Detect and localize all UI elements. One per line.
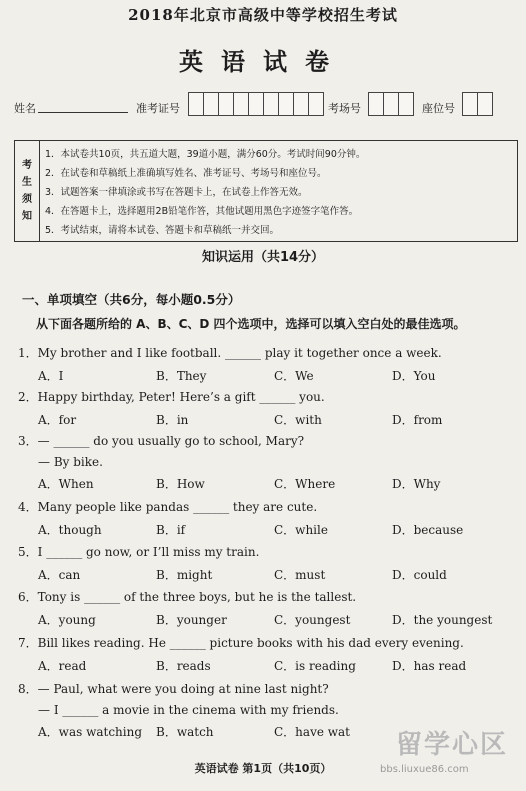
notice-items: [45, 145, 511, 240]
option-d: D．has read: [392, 659, 467, 673]
question-3: [18, 432, 518, 492]
question-7: [18, 634, 518, 674]
name-label: 姓名: [14, 102, 36, 115]
question-2: [18, 388, 518, 428]
exam-title: 2018年北京市高级中等学校招生考试: [128, 6, 398, 24]
question-stem: 1．My brother and I like football. ______ play it together once a week.: [18, 346, 442, 360]
option-d: D．You: [392, 369, 436, 383]
watermark-url: bbs.liuxue86.com: [380, 764, 469, 775]
option-a: A．though: [38, 523, 102, 537]
section-heading: 知识运用（共14分）: [201, 250, 325, 265]
seat-number-boxes: [462, 92, 492, 116]
option-a: A．When: [38, 477, 94, 491]
question-response: — By bike.: [38, 455, 103, 469]
option-a: A．was watching: [38, 725, 143, 739]
option-b: B．younger: [156, 613, 227, 627]
option-b: B．watch: [156, 725, 214, 739]
option-d: D．Why: [392, 477, 441, 491]
option-d: D．could: [392, 568, 447, 582]
option-b: B．They: [156, 369, 207, 383]
candidate-info-row: [14, 90, 514, 116]
option-b: B．How: [156, 477, 205, 491]
name-line: [38, 112, 128, 113]
question-stem: 4．Many people like pandas ______ they are cute.: [18, 500, 318, 514]
page-footer: 英语试卷 第1页（共10页）: [194, 762, 332, 775]
part-title: 一、单项填空（共6分，每小题0.5分）: [22, 292, 241, 307]
seat-label: 座位号: [422, 102, 455, 115]
option-c: C．while: [274, 523, 328, 537]
option-b: B．might: [156, 568, 213, 582]
notice-item: 3．试题答案一律填涂或书写在答题卡上，在试卷上作答无效。: [45, 187, 308, 198]
question-5: [18, 543, 518, 583]
option-c: C．Where: [274, 477, 336, 491]
question-1: [18, 344, 518, 384]
ticket-number-boxes: [188, 92, 323, 116]
option-a: A．I: [38, 369, 64, 383]
watermark-text: 留学心区: [396, 730, 509, 760]
room-label: 考场号: [328, 102, 361, 115]
question-response: — I ______ a movie in the cinema with my friends.: [38, 703, 339, 717]
option-b: B．reads: [156, 659, 211, 673]
part-instruction: 从下面各题所给的 A、B、C、D 四个选项中，选择可以填入空白处的最佳选项。: [36, 317, 466, 331]
option-d: D．the youngest: [392, 613, 493, 627]
option-a: A．can: [38, 568, 81, 582]
question-stem: 7．Bill likes reading. He ______ picture books with his dad every evening.: [18, 636, 464, 650]
option-a: A．for: [38, 413, 77, 427]
option-c: C．with: [274, 413, 322, 427]
option-c: C．youngest: [274, 613, 351, 627]
option-c: C．We: [274, 369, 314, 383]
room-number-boxes: [368, 92, 413, 116]
notice-item: 1．本试卷共10页，共五道大题，39道小题，满分60分。考试时间90分钟。: [45, 149, 366, 160]
option-c: C．is reading: [274, 659, 356, 673]
question-stem: 2．Happy birthday, Peter! Here’s a gift ______ you.: [18, 390, 325, 404]
option-d: D．because: [392, 523, 464, 537]
option-c: C．have wat: [274, 725, 351, 739]
question-6: [18, 588, 518, 628]
subject-title: 英语试卷: [179, 47, 347, 76]
notice-side-label: 考 生 须 知: [15, 141, 40, 241]
notice-item: 4．在答题卡上，选择题用2B铅笔作答，其他试题用黑色字迹签字笔作答。: [45, 206, 359, 217]
option-c: C．must: [274, 568, 326, 582]
notice-item: 5．考试结束，请将本试卷、答题卡和草稿纸一并交回。: [45, 225, 280, 236]
question-stem: 8．— Paul, what were you doing at nine last night?: [18, 682, 329, 696]
question-stem: 5．I ______ go now, or I’ll miss my train.: [18, 545, 260, 559]
notice-item: 2．在试卷和草稿纸上准确填写姓名、准考证号、考场号和座位号。: [45, 168, 327, 179]
ticket-label: 准考证号: [136, 102, 180, 115]
option-b: B．if: [156, 523, 186, 537]
question-4: [18, 498, 518, 538]
option-a: A．young: [38, 613, 96, 627]
option-a: A．read: [38, 659, 87, 673]
option-d: D．from: [392, 413, 443, 427]
question-stem: 6．Tony is ______ of the three boys, but he is the tallest.: [18, 590, 357, 604]
option-b: B．in: [156, 413, 189, 427]
question-stem: 3．— ______ do you usually go to school, Mary?: [18, 434, 305, 448]
candidate-notice-box: [14, 140, 518, 242]
